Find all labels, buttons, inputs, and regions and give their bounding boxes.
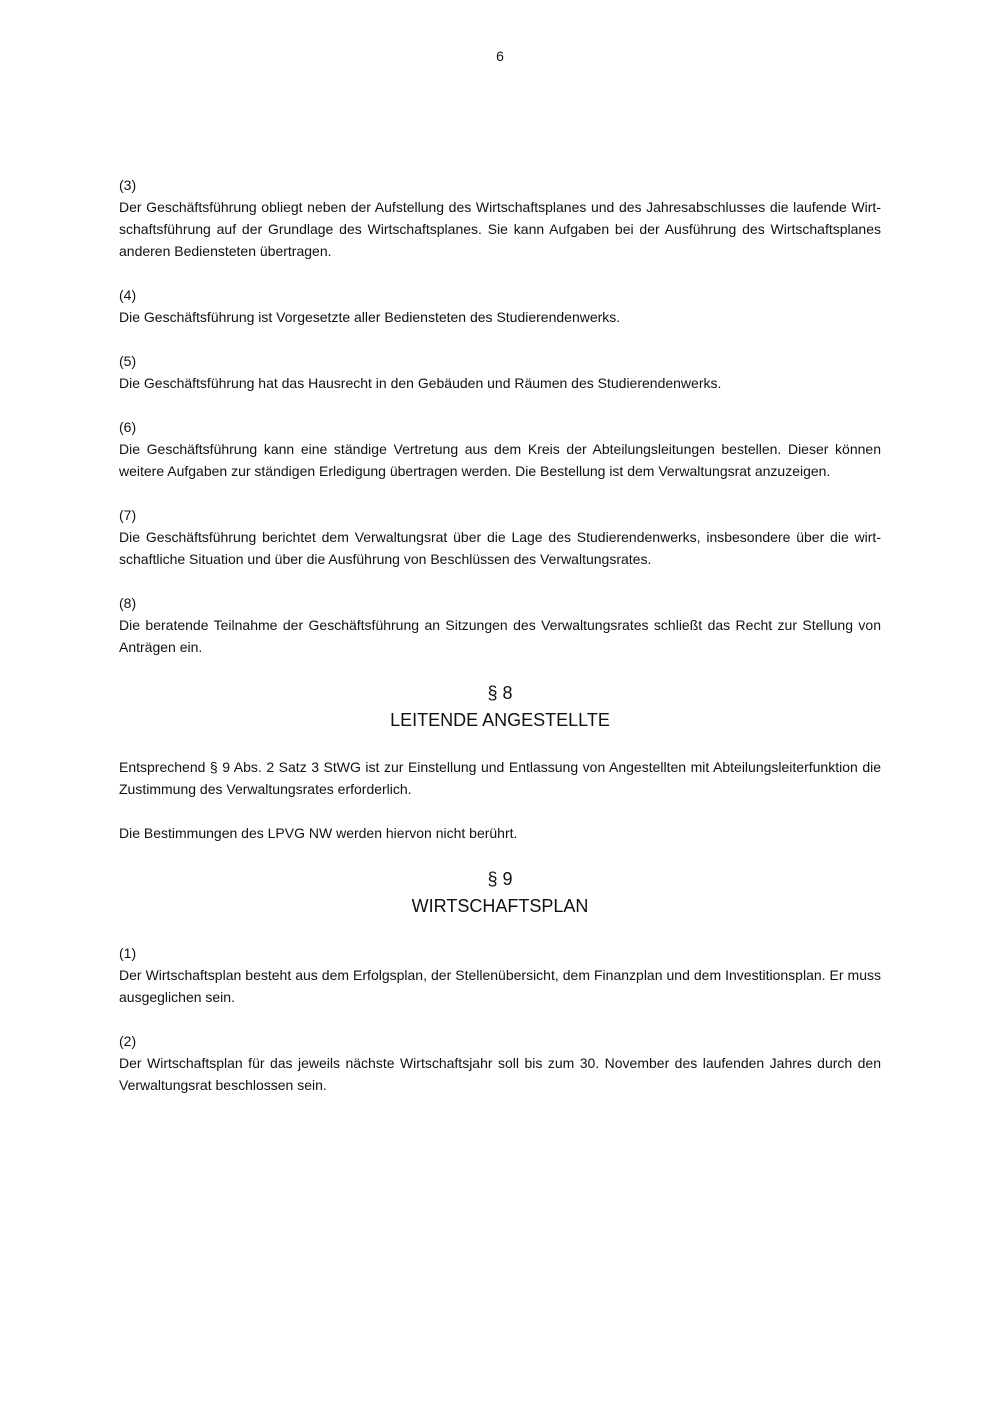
section-8-heading bbox=[119, 680, 881, 734]
paragraph-number: (3) bbox=[119, 177, 137, 193]
section-8-note: Die Bestimmungen des LPVG NW werden hiervon nicht berührt. bbox=[119, 825, 518, 841]
paragraph-text: Der Wirtschaftsplan für das jeweils nächste Wirtschaftsjahr soll bis zum 30. November des laufenden Jahres durch den Verwaltungsrat beschlossen sein. bbox=[119, 1055, 881, 1093]
paragraph-text: Die beratende Teilnahme der Geschäftsführung an Sitzungen des Verwaltungsrates schließt das Recht zur Stellung von Anträgen ein. bbox=[119, 617, 881, 655]
paragraph-text: Der Geschäftsführung obliegt neben der Aufstellung des Wirtschaftsplanes und des Jahresabschlusses die laufende Wirtschaftsführung auf der Grundlage des Wirtschaftsplanes. Sie kann Aufgaben bei der Ausführung des Wirtschaftsplanes anderen Bediensteten übertragen. bbox=[119, 199, 881, 259]
section-9-paragraph-1 bbox=[119, 942, 881, 1008]
paragraph-number: (8) bbox=[119, 595, 137, 611]
section-8-text: Entsprechend § 9 Abs. 2 Satz 3 StWG ist zur Einstellung und Entlassung von Angestellten mit Abteilungsleiterfunktion die Zustimmung des Verwaltungsrates erforderlich. bbox=[119, 759, 881, 797]
paragraph-6 bbox=[119, 416, 881, 482]
paragraph-text: Die Geschäftsführung ist Vorgesetzte aller Bediensteten des Studierendenwerks. bbox=[119, 309, 621, 325]
section-title: LEITENDE ANGESTELLTE bbox=[390, 710, 610, 730]
section-number: § 9 bbox=[487, 869, 513, 889]
paragraph-text: Die Geschäftsführung kann eine ständige Vertretung aus dem Kreis der Abteilungsleitungen bestellen. Dieser können weitere Aufgaben zur ständigen Erledigung übertragen werden. Die Bestellung ist dem Verwaltungsrat anzuzeigen. bbox=[119, 441, 881, 479]
page-number: 6 bbox=[496, 48, 504, 64]
section-9-paragraph-2 bbox=[119, 1030, 881, 1096]
paragraph-number: (7) bbox=[119, 507, 137, 523]
paragraph-8 bbox=[119, 592, 881, 658]
paragraph-4 bbox=[119, 284, 881, 328]
paragraph-text: Die Geschäftsführung hat das Hausrecht in den Gebäuden und Räumen des Studierendenwerks. bbox=[119, 375, 722, 391]
section-9-heading bbox=[119, 866, 881, 920]
paragraph-number: (4) bbox=[119, 287, 137, 303]
paragraph-3 bbox=[119, 174, 881, 262]
document-body bbox=[119, 174, 881, 1118]
paragraph-text: Die Geschäftsführung berichtet dem Verwaltungsrat über die Lage des Studierendenwerks, insbesondere über die wirtschaftliche Situation und über die Ausführung von Beschlüssen des Verwaltungsrates. bbox=[119, 529, 881, 567]
paragraph-number: (2) bbox=[119, 1033, 137, 1049]
paragraph-number: (1) bbox=[119, 945, 137, 961]
paragraph-7 bbox=[119, 504, 881, 570]
paragraph-number: (5) bbox=[119, 353, 137, 369]
section-number: § 8 bbox=[487, 683, 513, 703]
paragraph-5 bbox=[119, 350, 881, 394]
paragraph-number: (6) bbox=[119, 419, 137, 435]
section-title: WIRTSCHAFTSPLAN bbox=[411, 896, 589, 916]
paragraph-text: Der Wirtschaftsplan besteht aus dem Erfolgsplan, der Stellenübersicht, dem Finanzplan und dem Investitionsplan. Er muss ausgeglichen sein. bbox=[119, 967, 881, 1005]
